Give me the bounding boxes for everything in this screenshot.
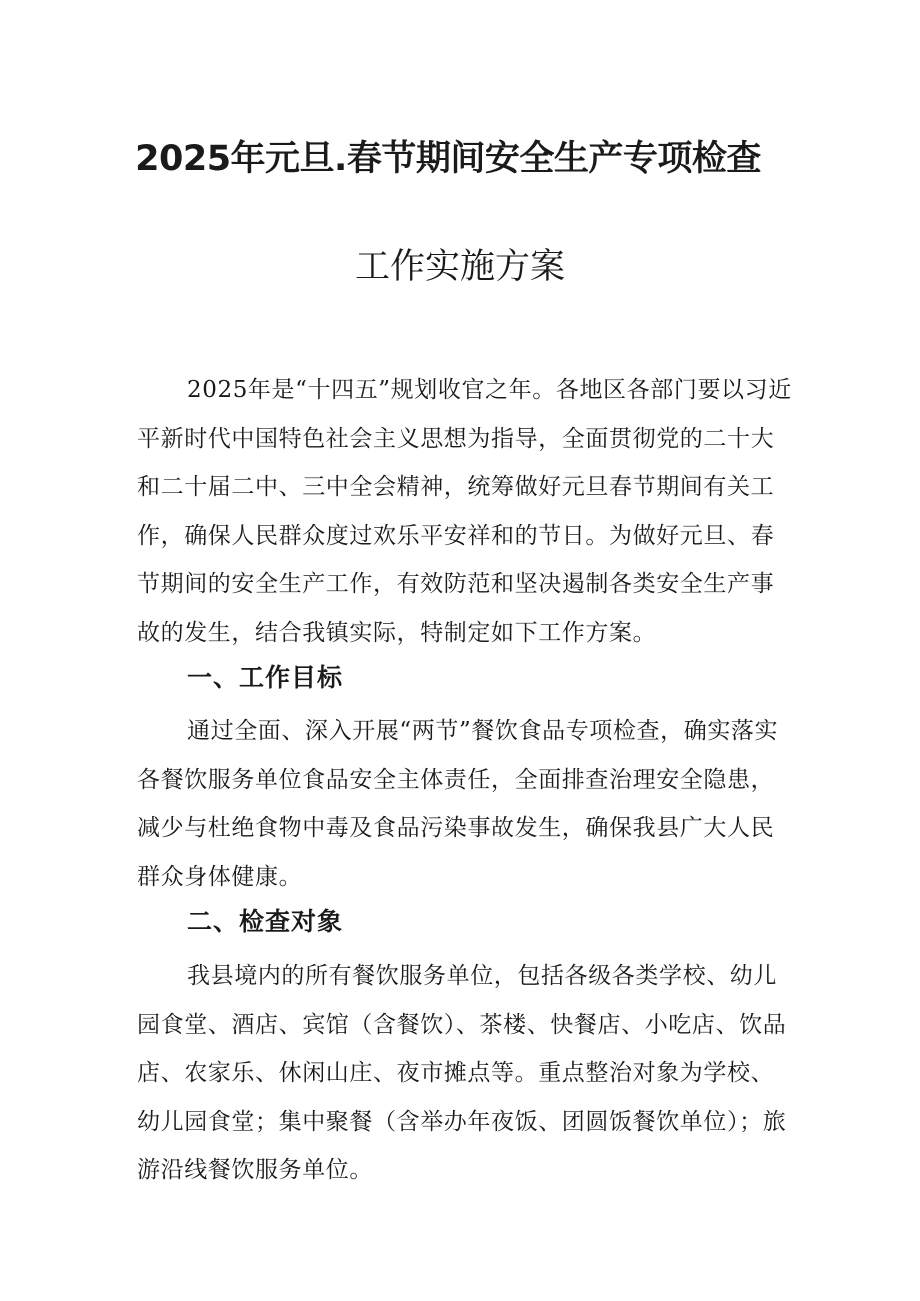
- document-title-line-1: 2025年元旦.春节期间安全生产专项检查: [135, 139, 761, 179]
- document-title-line-2: 工作实施方案: [354, 247, 565, 287]
- work-goal-section: [137, 707, 797, 901]
- inspection-target-section: [137, 952, 797, 1195]
- section-heading-work-goal: 一、工作目标: [187, 663, 344, 692]
- section-heading-inspection-target: 二、检查对象: [187, 907, 344, 936]
- intro-paragraph: 2025年是“十四五”规划收官之年。各地区各部门要以习近平新时代中国特色社会主义思想为指导，全面贯彻党的二十大和二十届二中、三中全会精神，统筹做好元旦春节期间有关工作，确保人民群众度过欢乐平安祥和的节日。为做好元旦、春节期间的安全生产工作，有效防范和坚决遏制各类安全生产事故的发生，结合我镇实际，特制定如下工作方案。: [137, 377, 792, 646]
- intro-section: [137, 366, 797, 657]
- work-goal-paragraph: 通过全面、深入开展“两节”餐饮食品专项检查，确实落实各餐饮服务单位食品安全主体责任，全面排查治理安全隐患，减少与杜绝食物中毒及食品污染事故发生，确保我县广大人民群众身体健康。: [137, 718, 779, 890]
- inspection-target-paragraph: 我县境内的所有餐饮服务单位，包括各级各类学校、幼儿园食堂、酒店、宾馆（含餐饮）、茶楼、快餐店、小吃店、饮品店、农家乐、休闲山庄、夜市摊点等。重点整治对象为学校、幼儿园食堂；集中聚餐（含举办年夜饭、团圆饭餐饮单位）；旅游沿线餐饮服务单位。: [137, 963, 787, 1183]
